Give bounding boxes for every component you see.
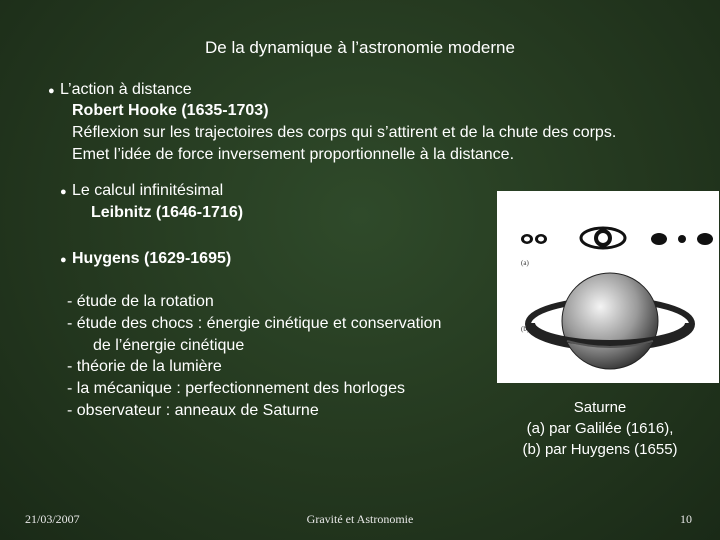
bullet-calcul <box>60 180 223 203</box>
bullet-icon: ● <box>60 186 67 198</box>
footer-date: 21/03/2007 <box>25 512 80 526</box>
huygens-item-lumiere: - théorie de la lumière <box>67 358 222 375</box>
huygens-item-rotation: - étude de la rotation <box>67 293 214 310</box>
footer-page-number: 10 <box>680 512 692 526</box>
heading-action-distance: L’action à distance <box>60 81 192 98</box>
bullet-huygens <box>60 248 231 271</box>
label-b: (b) <box>521 325 530 333</box>
bullet-icon: ● <box>48 85 55 97</box>
caption-line-2: (a) par Galilée (1616), <box>526 420 674 437</box>
huygens-item-saturne: - observateur : anneaux de Saturne <box>67 402 319 419</box>
slide-title: De la dynamique à l’astronomie moderne <box>205 38 515 57</box>
hooke-line-2: Emet l’idée de force inversement proportionnelle à la distance. <box>72 146 515 163</box>
figure-caption <box>500 397 700 460</box>
saturn-drawings <box>497 191 719 383</box>
galileo-sketch-3 <box>651 233 713 245</box>
huygens-item-chocs: - étude des chocs : énergie cinétique et conservation <box>67 315 442 332</box>
caption-line-1: Saturne <box>573 399 627 416</box>
hooke-name: Robert Hooke (1635-1703) <box>72 102 269 119</box>
saturn-figure <box>497 191 719 383</box>
bullet-action-distance <box>48 79 192 102</box>
bullet-icon: ● <box>60 254 67 266</box>
huygens-item-chocs-cont: de l’énergie cinétique <box>93 337 245 354</box>
hooke-line-1: Réflexion sur les trajectoires des corps qui s’attirent et de la chute des corps. <box>72 124 617 141</box>
galileo-sketch-2 <box>581 228 625 248</box>
label-a: (a) <box>521 259 529 267</box>
huygens-saturn <box>528 273 692 369</box>
caption-line-3: (b) par Huygens (1655) <box>522 441 678 458</box>
heading-huygens: Huygens (1629-1695) <box>72 250 232 267</box>
galileo-sketch-1 <box>521 234 547 244</box>
huygens-item-horloges: - la mécanique : perfectionnement des horloges <box>67 380 405 397</box>
footer-title: Gravité et Astronomie <box>306 512 414 526</box>
leibnitz-name: Leibnitz (1646-1716) <box>91 204 244 221</box>
heading-calcul: Le calcul infinitésimal <box>72 182 224 199</box>
